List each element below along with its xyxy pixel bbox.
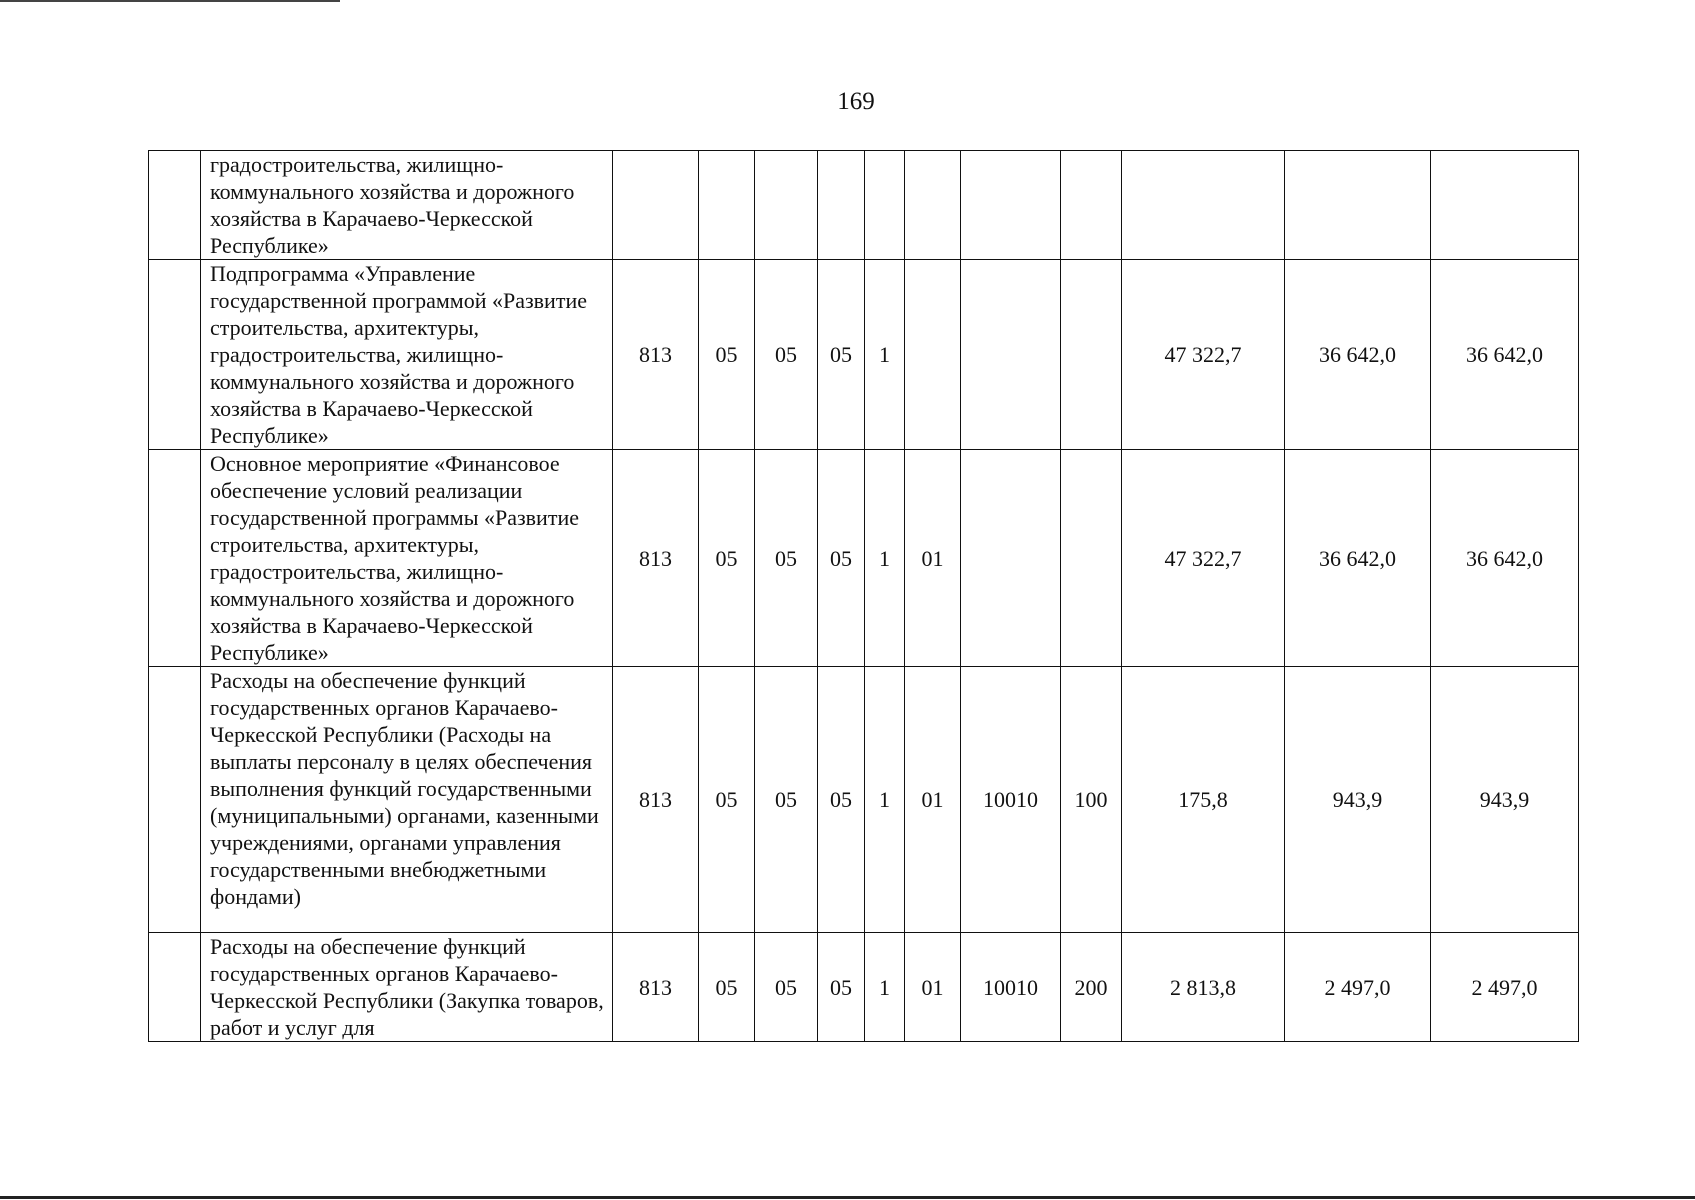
- description-cell: градостроительства, жилищно-коммунального хозяйства и дорожного хозяйства в Карачаево-Черкесской Республике»: [201, 151, 613, 260]
- section-code-cell: [699, 151, 755, 260]
- program-code-cell: 05: [818, 933, 865, 1042]
- row-number-cell: [149, 151, 201, 260]
- direction-code-cell: 10010: [961, 933, 1061, 1042]
- subsection-code-cell: 05: [755, 260, 818, 450]
- section-code-cell: 05: [699, 667, 755, 933]
- ministry-code-cell: 813: [613, 260, 699, 450]
- sum-year2-cell: 36 642,0: [1285, 260, 1431, 450]
- direction-code-cell: [961, 450, 1061, 667]
- sum-year2-cell: 36 642,0: [1285, 450, 1431, 667]
- subsection-code-cell: 05: [755, 667, 818, 933]
- page-number: 169: [837, 88, 875, 115]
- ministry-code-cell: [613, 151, 699, 260]
- row-number-cell: [149, 260, 201, 450]
- section-code-cell: 05: [699, 933, 755, 1042]
- table-row: [149, 667, 1579, 933]
- ministry-code-cell: 813: [613, 933, 699, 1042]
- subprogram-code-cell: 1: [865, 260, 905, 450]
- row-number-cell: [149, 933, 201, 1042]
- description-cell: Расходы на обеспечение функций государственных органов Карачаево-Черкесской Республики (Закупка товаров, работ и услуг для: [201, 933, 613, 1042]
- direction-code-cell: 10010: [961, 667, 1061, 933]
- table-row: [149, 450, 1579, 667]
- description-cell: Расходы на обеспечение функций государственных органов Карачаево-Черкесской Республики (Расходы на выплаты персоналу в целях обеспечения выполнения функций государственными (муниципальными) органами, казенными учреждениями, органами управления государственными внебюджетными фондами): [201, 667, 613, 933]
- direction-code-cell: [961, 151, 1061, 260]
- section-code-cell: 05: [699, 450, 755, 667]
- subsection-code-cell: 05: [755, 450, 818, 667]
- row-number-cell: [149, 667, 201, 933]
- sum-year2-cell: 943,9: [1285, 667, 1431, 933]
- expense-type-cell: 100: [1061, 667, 1122, 933]
- description-cell: Подпрограмма «Управление государственной программой «Развитие строительства, архитектуры, градостроительства, жилищно-коммунального хозяйства и дорожного хозяйства в Карачаево-Черкесской Республике»: [201, 260, 613, 450]
- sum-year3-cell: 943,9: [1431, 667, 1579, 933]
- expense-type-cell: [1061, 450, 1122, 667]
- main-event-code-cell: [905, 151, 961, 260]
- section-code-cell: 05: [699, 260, 755, 450]
- scan-edge-line-top: [0, 0, 340, 2]
- description-cell: Основное мероприятие «Финансовое обеспечение условий реализации государственной программы «Развитие строительства, архитектуры, градостроительства, жилищно-коммунального хозяйства и дорожного хозяйства в Карачаево-Черкесской Республике»: [201, 450, 613, 667]
- expense-type-cell: [1061, 151, 1122, 260]
- subsection-code-cell: [755, 151, 818, 260]
- table-row: [149, 933, 1579, 1042]
- sum-year1-cell: 175,8: [1122, 667, 1285, 933]
- direction-code-cell: [961, 260, 1061, 450]
- sum-year1-cell: 47 322,7: [1122, 260, 1285, 450]
- sum-year3-cell: 36 642,0: [1431, 260, 1579, 450]
- sum-year1-cell: 2 813,8: [1122, 933, 1285, 1042]
- sum-year1-cell: [1122, 151, 1285, 260]
- main-event-code-cell: 01: [905, 450, 961, 667]
- sum-year2-cell: 2 497,0: [1285, 933, 1431, 1042]
- sum-year2-cell: [1285, 151, 1431, 260]
- sum-year3-cell: 36 642,0: [1431, 450, 1579, 667]
- main-event-code-cell: [905, 260, 961, 450]
- program-code-cell: 05: [818, 667, 865, 933]
- table-row: [149, 260, 1579, 450]
- row-number-cell: [149, 450, 201, 667]
- subsection-code-cell: 05: [755, 933, 818, 1042]
- program-code-cell: 05: [818, 260, 865, 450]
- subprogram-code-cell: 1: [865, 450, 905, 667]
- main-event-code-cell: 01: [905, 667, 961, 933]
- expense-type-cell: 200: [1061, 933, 1122, 1042]
- budget-table: [148, 150, 1579, 1042]
- subprogram-code-cell: 1: [865, 667, 905, 933]
- expense-type-cell: [1061, 260, 1122, 450]
- subprogram-code-cell: [865, 151, 905, 260]
- table-row: [149, 151, 1579, 260]
- ministry-code-cell: 813: [613, 667, 699, 933]
- ministry-code-cell: 813: [613, 450, 699, 667]
- subprogram-code-cell: 1: [865, 933, 905, 1042]
- program-code-cell: 05: [818, 450, 865, 667]
- scan-edge-line-bottom: [0, 1196, 1695, 1199]
- sum-year1-cell: 47 322,7: [1122, 450, 1285, 667]
- main-event-code-cell: 01: [905, 933, 961, 1042]
- sum-year3-cell: 2 497,0: [1431, 933, 1579, 1042]
- sum-year3-cell: [1431, 151, 1579, 260]
- program-code-cell: [818, 151, 865, 260]
